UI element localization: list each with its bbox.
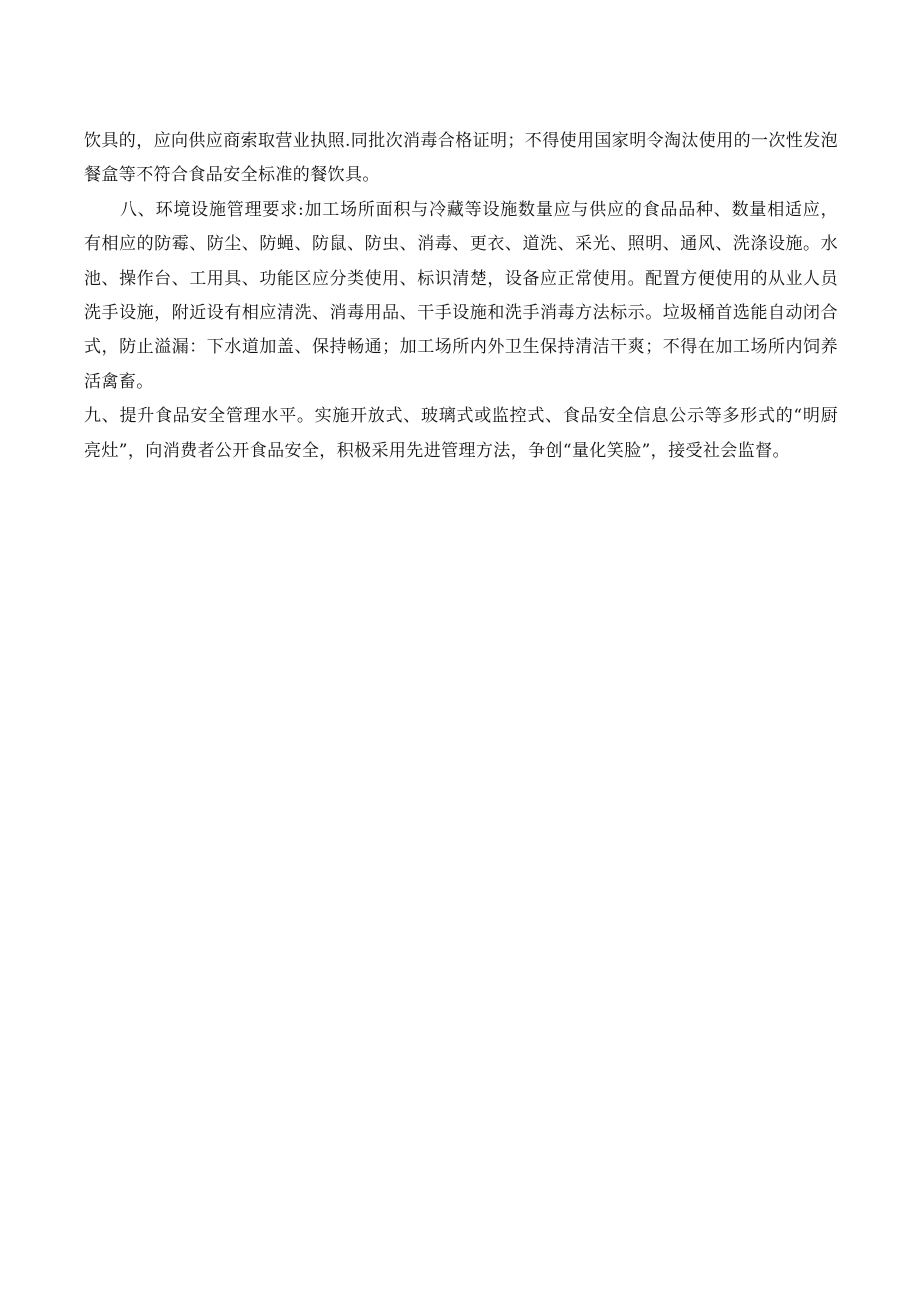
paragraph-section-8-environment-facilities: 八、环境设施管理要求:加工场所面积与冷藏等设施数量应与供应的食品品种、数量相适应，有相应的防霉、防尘、防蝇、防鼠、防虫、消毒、更衣、道洗、采光、照明、通风、洗涤设施。水池、操作台、工用具、功能区应分类使用、标识清楚，设备应正常使用。配置方便使用的从业人员洗手设施，附近设有相应清洗、消毒用品、干手设施和洗手消毒方法标示。垃圾桶首选能自动闭合式，防止溢漏：下水道加盖、保持畅通；加工场所内外卫生保持清洁干爽；不得在加工场所内饲养活禽畜。 — [84, 199, 838, 392]
paragraph-continuation: 饮具的，应向供应商索取营业执照.同批次消毒合格证明；不得使用国家明令淘汰使用的一次性发泡餐盒等不符合食品安全标准的餐饮具。 — [84, 131, 839, 186]
document-body — [84, 124, 838, 468]
paragraph-section-9-food-safety-management: 九、提升食品安全管理水平。实施开放式、玻璃式或监控式、食品安全信息公示等多形式的“明厨亮灶”，向消费者公开食品安全，积极采用先进管理方法，争创“量化笑脸”，接受社会监督。 — [84, 406, 838, 461]
